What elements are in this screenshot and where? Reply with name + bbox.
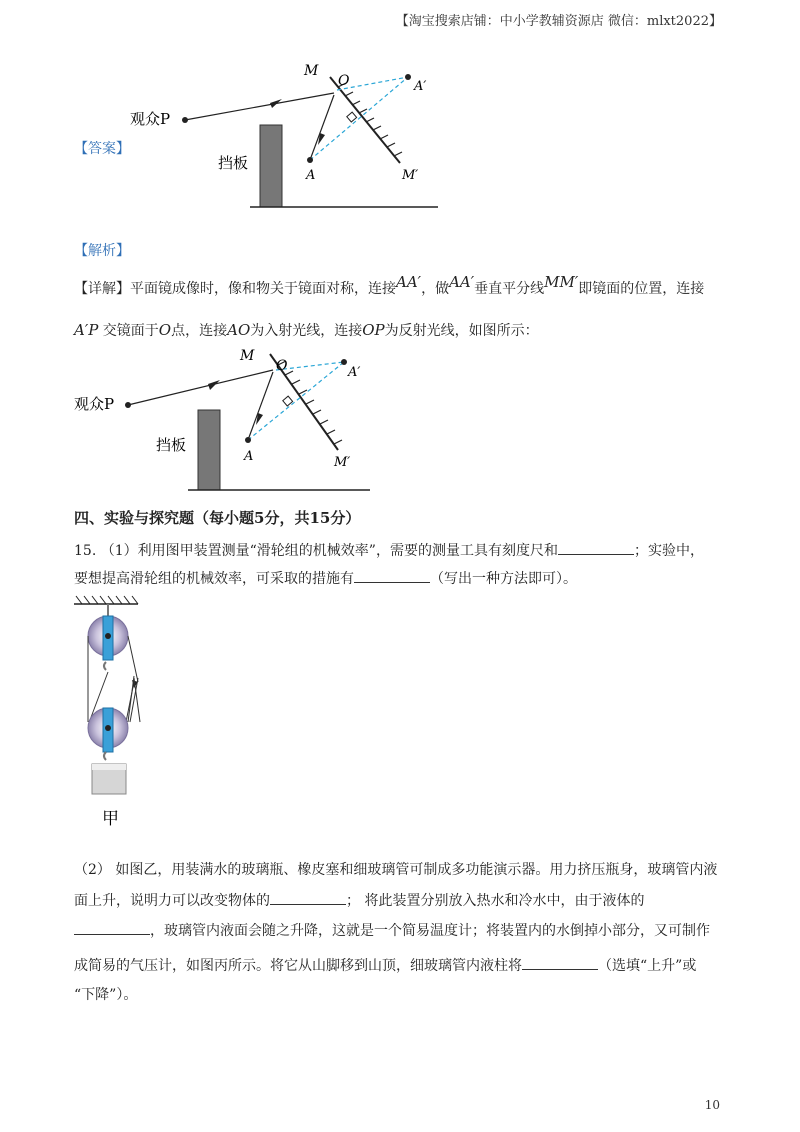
- q15-part1-line1: 15. （1）利用图甲装置测量“滑轮组的机械效率”，需要的测量工具有刻度尺和 ；实验中，: [74, 540, 734, 561]
- analysis-line-1: 【详解】平面镜成像时，像和物关于镜面对称，连接AA′，做AA′垂直平分线MM′即镜面的位置，连接: [74, 273, 705, 297]
- q15-part2-line5: “下降”）。: [74, 987, 138, 1003]
- answer-diagram: [120, 55, 450, 215]
- label-A-prime: A′: [414, 79, 427, 94]
- section-title: 四、实验与探究题（每小题5分，共15分）: [74, 509, 361, 527]
- page-number: 10: [704, 1098, 720, 1112]
- math-AA-2: AA′: [449, 273, 475, 291]
- answer-blank-3[interactable]: [270, 890, 346, 905]
- svg-text:M′: M′: [334, 455, 351, 470]
- math-MM: MM′: [544, 273, 579, 291]
- answer-blank-1[interactable]: [558, 540, 634, 555]
- analysis-tag: 【解析】: [74, 243, 130, 259]
- mirror-hatch: [338, 83, 402, 156]
- q15-part2-line4: 成简易的气压计，如图丙所示。将它从山脚移到山顶，细玻璃管内液柱将 （选填“上升”或: [74, 955, 734, 976]
- answer-blank-5[interactable]: [522, 955, 598, 970]
- question-number: 15.: [74, 543, 97, 559]
- math-AP: A′P: [74, 321, 99, 339]
- label-M: M: [304, 63, 319, 79]
- q15-part2-line3: ，玻璃管内液面会随之升降，这就是一个简易温度计；将装置内的水倒掉小部分，又可制作: [74, 920, 734, 941]
- q15-part2-line1: （2） 如图乙，用装满水的玻璃瓶、橡皮塞和细玻璃管可制成多功能演示器。用力挤压瓶身，玻璃管内液: [74, 862, 718, 878]
- analysis-diagram: [70, 340, 400, 500]
- detail-tag: 【详解】: [74, 281, 130, 297]
- header-note: 【淘宝搜索店铺：中小学教辅资源店 微信：mlxt2022】: [395, 14, 722, 29]
- answer-blank-4[interactable]: [74, 920, 150, 935]
- pulley-figure: [68, 592, 158, 832]
- mirror-hatch-2: [278, 361, 342, 444]
- label-A: A: [306, 168, 316, 183]
- svg-text:M: M: [240, 348, 255, 364]
- label-observer: 观众P: [130, 110, 171, 128]
- analysis-line-2: A′P 交镜面于O点，连接AO为入射光线，连接OP为反射光线，如图所示：: [74, 321, 539, 339]
- math-AA-1: AA′: [396, 273, 422, 291]
- answer-blank-2[interactable]: [354, 568, 430, 583]
- answer-tag: 【答案】: [74, 141, 130, 157]
- svg-text:A′: A′: [348, 365, 361, 380]
- svg-text:A: A: [244, 449, 254, 464]
- svg-text:挡板: 挡板: [156, 436, 187, 454]
- figure-label-jia: 甲: [102, 809, 119, 829]
- q15-part1-line2: 要想提高滑轮组的机械效率，可采取的措施有 （写出一种方法即可）。: [74, 568, 734, 589]
- baffle-block: [260, 125, 282, 207]
- label-M-prime: M′: [402, 168, 419, 183]
- q15-part2-line2: 面上升，说明力可以改变物体的 ； 将此装置分别放入热水和冷水中，由于液体的: [74, 890, 734, 911]
- svg-text:O: O: [276, 358, 288, 374]
- svg-text:观众P: 观众P: [74, 395, 115, 413]
- label-O: O: [338, 73, 350, 89]
- label-baffle: 挡板: [218, 154, 249, 172]
